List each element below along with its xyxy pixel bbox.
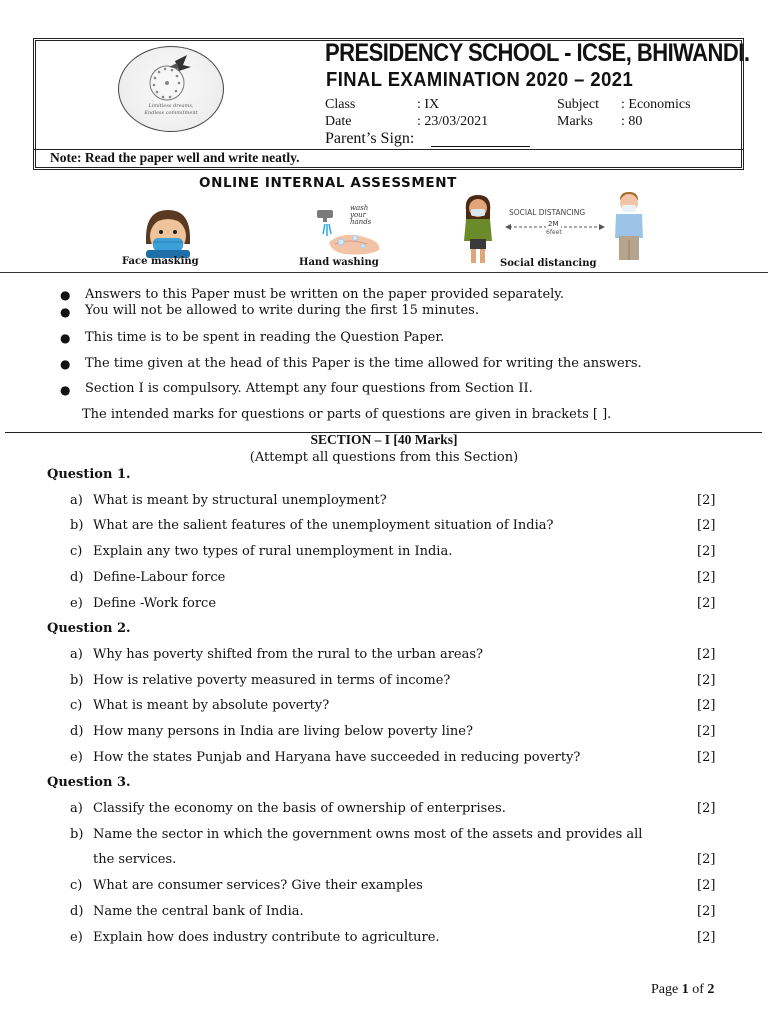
question-item-letter: a)	[70, 493, 83, 508]
question-item-text: How is relative poverty measured in terms of income?	[93, 673, 451, 688]
question-item-letter: b)	[70, 827, 84, 842]
caption-face-masking: Face masking	[122, 256, 199, 267]
question-item-letter: e)	[70, 596, 83, 611]
page-word: Page	[651, 982, 682, 997]
question-item-text: Name the central bank of India.	[93, 904, 304, 919]
question-item-text: How the states Punjab and Haryana have succeeded in reducing poverty?	[93, 750, 581, 765]
instruction-bullet: ●	[60, 357, 71, 371]
page-total: 2	[707, 982, 715, 997]
section-subtitle: (Attempt all questions from this Section)	[249, 450, 519, 465]
question-item-text: What is meant by absolute poverty?	[93, 698, 330, 713]
school-logo	[118, 46, 224, 132]
question-item-marks: [2]	[697, 596, 716, 611]
question-item-text-continued: the services.	[93, 852, 177, 867]
question-item-marks: [2]	[697, 518, 716, 533]
question-heading: Question 1.	[47, 467, 131, 482]
caption-social-distancing: Social distancing	[500, 258, 597, 269]
question-item-marks: [2]	[697, 493, 716, 508]
school-emblem-icon	[119, 47, 225, 133]
wash-hands-text	[350, 205, 371, 226]
question-item-marks: [2]	[697, 544, 716, 559]
subject-label: Subject	[557, 97, 599, 112]
question-item-marks: [2]	[697, 750, 716, 765]
note-text: Note: Read the paper well and write neatly.	[50, 150, 300, 165]
question-item-marks: [2]	[697, 647, 716, 662]
marks-label: Marks	[557, 114, 593, 129]
parent-sign-line	[431, 146, 530, 147]
page-current: 1	[681, 982, 689, 997]
question-item-letter: c)	[70, 878, 83, 893]
date-label: Date	[325, 114, 352, 129]
wash-text-3: hands	[350, 218, 372, 226]
distance-value: 2M	[548, 220, 559, 228]
question-item-marks: [2]	[697, 930, 716, 945]
banner-divider	[0, 272, 768, 273]
instruction-bullet: ●	[60, 331, 71, 345]
instruction-5: Section I is compulsory. Attempt any four questions from Section II.	[85, 381, 533, 396]
question-item-text: Define -Work force	[93, 596, 217, 611]
question-heading: Question 3.	[47, 775, 131, 790]
question-item-text: Why has poverty shifted from the rural to the urban areas?	[93, 647, 484, 662]
question-item-marks: [2]	[697, 698, 716, 713]
instruction-bullet: ●	[60, 305, 71, 319]
instruction-2: You will not be allowed to write during the first 15 minutes.	[85, 303, 479, 318]
instruction-1: Answers to this Paper must be written on the paper provided separately.	[85, 287, 565, 302]
question-item-text: What are consumer services? Give their examples	[93, 878, 423, 893]
instruction-3: This time is to be spent in reading the Question Paper.	[85, 330, 445, 345]
subject-value: : Economics	[621, 97, 691, 112]
question-item-text: Define-Labour force	[93, 570, 226, 585]
marks-value: : 80	[621, 114, 643, 129]
question-item-marks: [2]	[697, 852, 716, 867]
instruction-bullet: ●	[60, 288, 71, 302]
question-item-marks: [2]	[697, 878, 716, 893]
question-item-letter: d)	[70, 724, 84, 739]
date-value: : 23/03/2021	[417, 114, 489, 129]
question-item-letter: b)	[70, 673, 84, 688]
question-item-marks: [2]	[697, 801, 716, 816]
question-item-letter: b)	[70, 518, 84, 533]
distancing-label: SOCIAL DISTANCING	[509, 208, 586, 217]
logo-motto-line-2: Endless commitment	[144, 110, 198, 116]
question-item-marks: [2]	[697, 904, 716, 919]
question-item-marks: [2]	[697, 673, 716, 688]
question-item-letter: a)	[70, 801, 83, 816]
question-item-text: What is meant by structural unemployment?	[93, 493, 387, 508]
question-item-letter: c)	[70, 698, 83, 713]
question-item-letter: a)	[70, 647, 83, 662]
question-item-text: How many persons in India are living below poverty line?	[93, 724, 473, 739]
question-item-marks: [2]	[697, 570, 716, 585]
intended-marks-note: The intended marks for questions or parts of questions are given in brackets [ ].	[82, 407, 612, 422]
page-of-word: of	[688, 982, 708, 997]
parent-sign-label: Parent’s Sign:	[325, 130, 415, 147]
question-item-letter: e)	[70, 930, 83, 945]
instruction-4: The time given at the head of this Paper is the time allowed for writing the answers.	[85, 356, 642, 371]
question-heading: Question 2.	[47, 621, 131, 636]
question-item-text: Explain how does industry contribute to agriculture.	[93, 930, 440, 945]
caption-hand-washing: Hand washing	[299, 257, 379, 268]
question-item-letter: d)	[70, 904, 84, 919]
section-title: SECTION – I [40 Marks]	[310, 432, 458, 447]
question-item-letter: d)	[70, 570, 84, 585]
banner-title: ONLINE INTERNAL ASSESSMENT	[199, 175, 457, 191]
distance-feet: 6feet	[546, 229, 562, 236]
question-item-text: Classify the economy on the basis of ownership of enterprises.	[93, 801, 506, 816]
question-item-text: Explain any two types of rural unemployment in India.	[93, 544, 453, 559]
question-item-text: Name the sector in which the government owns most of the assets and provides all	[93, 827, 643, 842]
logo-motto-line-1: Limitless dreams,	[148, 103, 194, 109]
class-value: : IX	[417, 97, 440, 112]
wash-text-1: wash	[350, 204, 369, 212]
class-label: Class	[325, 97, 356, 112]
question-item-text: What are the salient features of the unemployment situation of India?	[93, 518, 554, 533]
school-name: PRESIDENCY SCHOOL - ICSE, BHIWANDI.	[325, 39, 750, 67]
face-mask-icon	[140, 208, 196, 258]
page-number	[651, 982, 714, 998]
man-masked-icon	[610, 190, 648, 264]
question-item-letter: e)	[70, 750, 83, 765]
woman-masked-icon	[458, 193, 498, 265]
question-item-marks: [2]	[697, 724, 716, 739]
instruction-bullet: ●	[60, 383, 71, 397]
question-item-letter: c)	[70, 544, 83, 559]
wash-text-2: your	[350, 211, 367, 219]
exam-title: FINAL EXAMINATION 2020 – 2021	[326, 69, 634, 91]
